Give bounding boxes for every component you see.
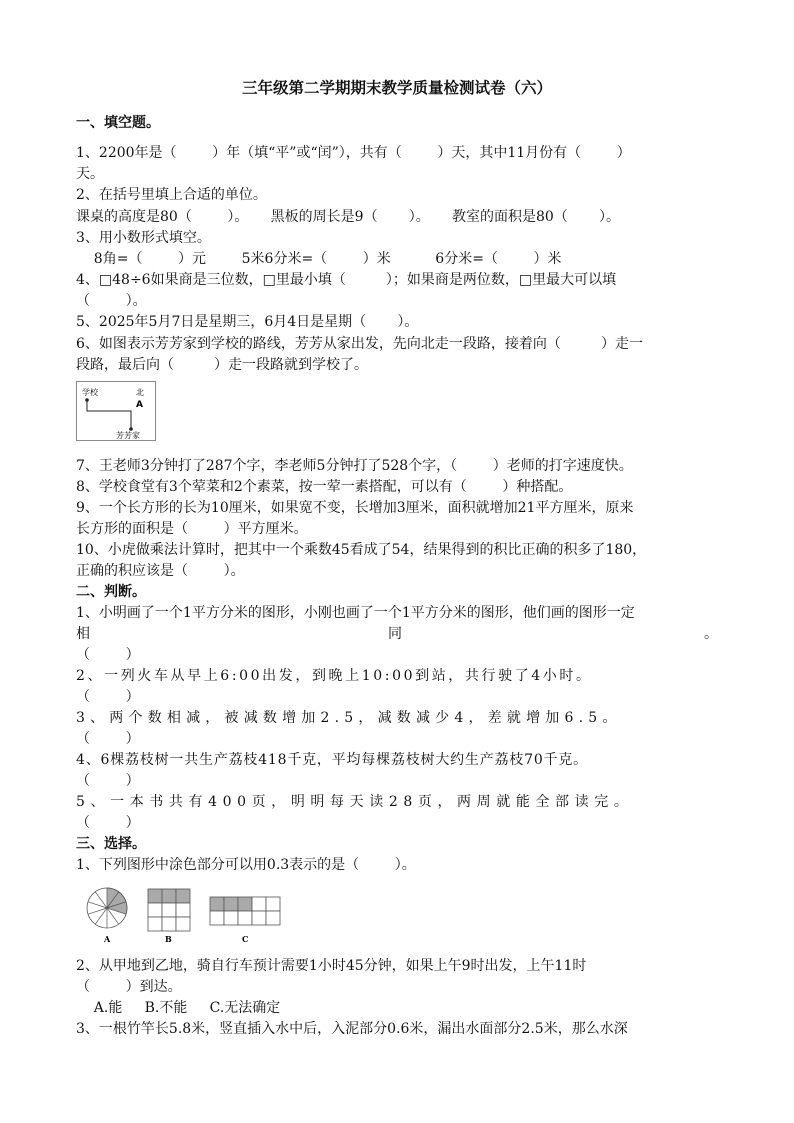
option-c-label: C	[242, 934, 249, 944]
question-6-cont: 段路，最后向（ ）走一段路就到学校了。	[76, 357, 369, 373]
question-7: 7、王老师3分钟打了287个字，李老师5分钟打了528个字，（ ）老师的打字速度快。	[76, 458, 633, 474]
question-2: 2、在括号里填上合适的单位。	[76, 187, 267, 203]
choice-2: 2、从甲地到乙地，骑自行车预计需要1小时45分钟，如果上午9时出发，上午11时	[76, 958, 587, 974]
judge-1-word-a: 相	[76, 626, 90, 642]
choice-1: 1、下列图形中涂色部分可以用0.3表示的是（ ）。	[76, 857, 416, 873]
judge-1-answer: （ ）	[76, 647, 140, 663]
question-10-cont: 正确的积应该是（ ）。	[76, 563, 245, 579]
choice-2-options: A.能 B.不能 C.无法确定	[76, 1000, 281, 1016]
option-b-label: B	[165, 934, 172, 944]
section-judge: 二、判断。	[76, 584, 146, 600]
choice-1-figures	[76, 880, 306, 946]
map-home-label: 芳芳家	[116, 431, 140, 440]
question-5: 5、2025年5月7日是星期三，6月4日是星期（ ）。	[76, 314, 419, 330]
question-8: 8、学校食堂有3个荤菜和2个素菜，按一荤一素搭配，可以有（ ）种搭配。	[76, 479, 573, 495]
route-map-figure	[76, 381, 156, 441]
option-c-strip	[210, 897, 280, 925]
question-4-cont: （ ）。	[76, 293, 147, 309]
judge-2: 2、一列火车从早上6:00出发，到晚上10:00到站，共行驶了4小时。	[76, 668, 593, 684]
section-choice: 三、选择。	[76, 836, 146, 852]
question-10: 10、小虎做乘法计算时，把其中一个乘数45看成了54，结果得到的积比正确的积多了180，	[76, 542, 647, 558]
page-title: 三年级第二学期期末教学质量检测试卷（六）	[241, 78, 552, 97]
question-1: 1、2200年是（ ）年（填“平”或“闰”），共有（ ）天，其中11月份有（ ）	[76, 145, 631, 161]
judge-2-answer: （ ）	[76, 689, 140, 705]
option-a-pie	[87, 888, 127, 928]
judge-3: 3、两个数相减，被减数增加2.5，减数减少4，差就增加6.5。	[76, 710, 622, 726]
choice-3: 3、一根竹竿长5.8米，竖直插入水中后，入泥部分0.6米，漏出水面部分2.5米，那么水深	[76, 1021, 628, 1037]
question-6: 6、如图表示芳芳家到学校的路线，芳芳从家出发，先向北走一段路，接着向（ ）走一	[76, 336, 643, 352]
section-fill-blank: 一、填空题。	[76, 115, 160, 131]
north-arrow-icon: A	[136, 400, 143, 410]
question-9: 9、一个长方形的长为10厘米，如果宽不变，长增加3厘米，面积就增加21平方厘米，原来	[76, 500, 634, 516]
question-9-cont: 长方形的面积是（ ）平方厘米。	[76, 521, 308, 537]
judge-4-answer: （ ）	[76, 773, 140, 789]
map-north-label: 北	[136, 388, 144, 397]
choice-2-cont: （ ）到达。	[76, 979, 182, 995]
question-3: 3、用小数形式填空。	[76, 230, 211, 246]
judge-4: 4、6棵荔枝树一共生产荔枝418千克，平均每棵荔枝树大约生产荔枝70千克。	[76, 752, 588, 768]
judge-1: 1、小明画了一个1平方分米的图形，小刚也画了一个1平方分米的图形，他们画的图形一定	[76, 605, 635, 621]
question-4: 4、□48÷6如果商是三位数，□里最小填（ ）；如果商是两位数，□里最大可以填	[76, 272, 617, 288]
judge-5-answer: （ ）	[76, 815, 140, 831]
option-b-grid	[148, 889, 190, 931]
option-a-label: A	[104, 934, 111, 944]
route-map	[76, 381, 156, 441]
judge-5: 5、一本书共有400页，明明每天读28页，两周就能全部读完。	[76, 794, 634, 810]
question-2-items: 课桌的高度是80（ ）。 黑板的周长是9（ ）。 教室的面积是80（ ）。	[76, 209, 620, 225]
judge-1-period: 。	[704, 626, 718, 642]
question-1-cont: 天。	[76, 166, 104, 182]
map-school-label: 学校	[82, 388, 98, 397]
judge-3-answer: （ ）	[76, 731, 140, 747]
judge-1-word-b: 同	[388, 626, 402, 642]
question-3-items: 8角=（ ）元 5米6分米=（ ）米 6分米=（ ）米	[76, 251, 562, 267]
